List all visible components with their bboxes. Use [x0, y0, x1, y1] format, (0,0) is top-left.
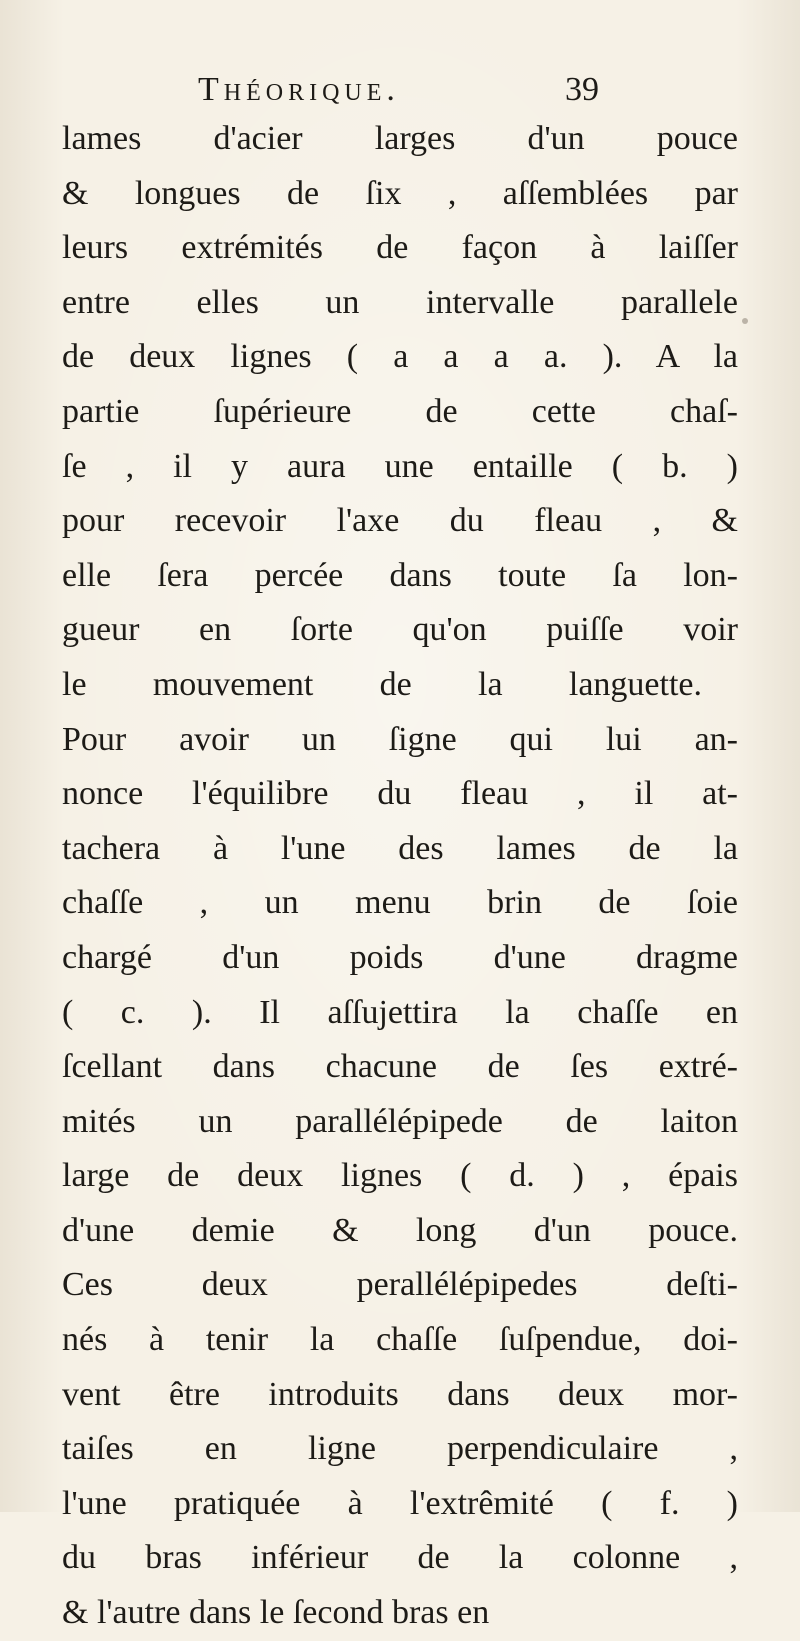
text-line: nonce l'équilibre du fleau , il at-: [62, 775, 738, 813]
running-title: Théorique.: [198, 71, 400, 108]
text-line: leurs extrémités de façon à laiſſer: [62, 229, 738, 267]
body-text: [62, 112, 738, 1641]
text-line: lames d'acier larges d'un pouce: [62, 120, 738, 157]
ink-speck: [742, 318, 748, 324]
text-line: ſcellant dans chacune de ſes extré-: [62, 1048, 738, 1086]
text-line: Pour avoir un ſigne qui lui an-: [62, 720, 738, 758]
text-line: large de deux lignes ( d. ) , épais: [62, 1157, 738, 1195]
text-line: nés à tenir la chaſſe ſuſpendue, doi-: [62, 1321, 738, 1359]
text-line: taiſes en ligne perpendiculaire ,: [62, 1430, 738, 1468]
text-line: ſe , il y aura une entaille ( b. ): [62, 447, 738, 485]
text-line: chargé d'un poids d'une dragme: [62, 938, 738, 976]
text-line: partie ſupérieure de cette chaſ-: [62, 392, 738, 430]
text-line: pour recevoir l'axe du fleau , &: [62, 502, 738, 540]
text-line: le mouvement de la languette.: [62, 665, 702, 703]
running-head: [0, 70, 800, 110]
text-line: vent être introduits dans deux mor-: [62, 1375, 738, 1413]
text-line: & longues de ſix , aſſemblées par: [62, 174, 738, 212]
text-line: mités un parallélépipede de laiton: [62, 1102, 738, 1140]
text-line: gueur en ſorte qu'on puiſſe voir: [62, 611, 738, 649]
text-line: chaſſe , un menu brin de ſoie: [62, 884, 738, 922]
ink-speck: [330, 1455, 335, 1459]
text-line: de deux lignes ( a a a a. ). A la: [62, 338, 738, 376]
text-line: ( c. ). Il aſſujettira la chaſſe en: [62, 993, 738, 1031]
page-number: 39: [565, 71, 599, 108]
text-line: & l'autre dans le ſecond bras en: [62, 1594, 490, 1632]
text-line: d'une demie & long d'un pouce.: [62, 1211, 738, 1249]
text-line: l'une pratiquée à l'extrêmité ( f. ): [62, 1484, 738, 1522]
text-line: entre elles un intervalle parallele: [62, 283, 738, 321]
text-line: du bras inférieur de la colonne ,: [62, 1539, 738, 1577]
text-line: tachera à l'une des lames de la: [62, 829, 738, 867]
text-line: elle ſera percée dans toute ſa lon-: [62, 556, 738, 594]
text-line: Ces deux perallélépipedes deſti-: [62, 1266, 738, 1304]
